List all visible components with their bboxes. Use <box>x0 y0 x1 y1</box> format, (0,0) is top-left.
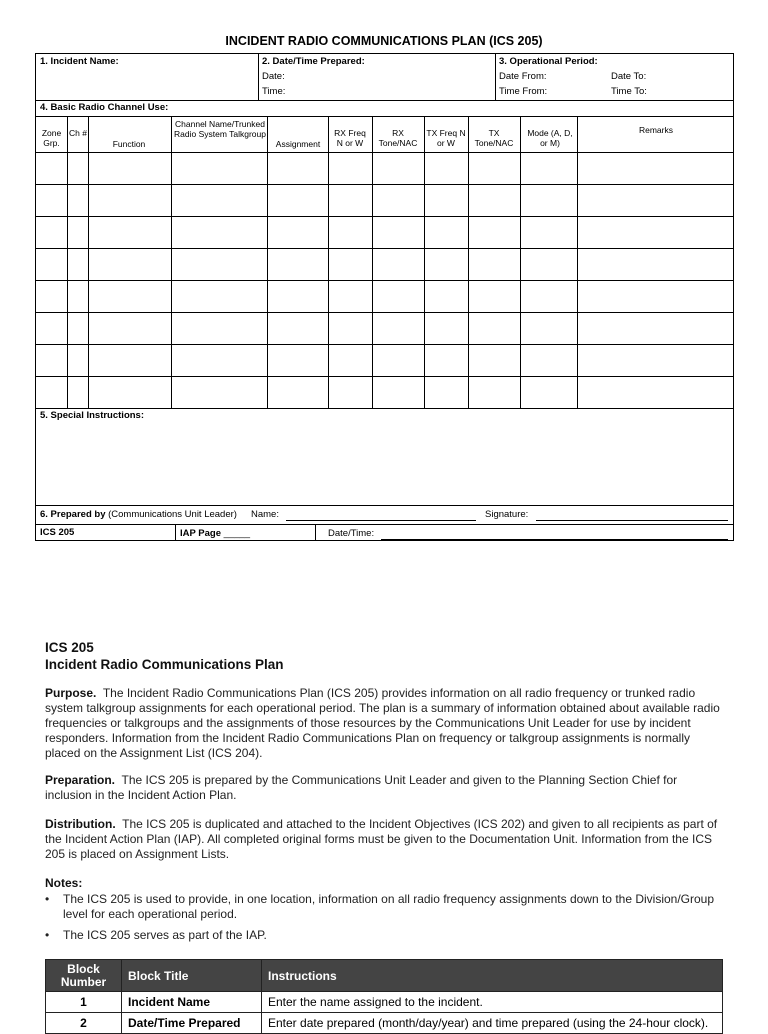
channel-cell[interactable] <box>172 217 267 248</box>
header-instructions: Instructions <box>262 960 723 992</box>
channel-cell[interactable] <box>469 153 520 184</box>
channel-cell[interactable] <box>373 249 424 280</box>
channel-cell[interactable] <box>578 377 733 408</box>
channel-cell[interactable] <box>425 281 468 312</box>
channel-cell[interactable] <box>373 185 424 216</box>
distribution-paragraph: Distribution. The ICS 205 is duplicated and attached to the Incident Objectives (ICS 202) and given to all recipients as part of the Incident Action Plan (IAP). All completed original forms must be given to the Documentation Unit. Information from the ICS 205 is placed on Assignment Lists. <box>45 817 718 861</box>
channel-cell[interactable] <box>329 217 372 248</box>
channel-cell[interactable] <box>373 313 424 344</box>
special-instructions-label: 5. Special Instructions: <box>40 410 144 421</box>
block-title: Incident Name <box>122 992 262 1013</box>
channel-cell[interactable] <box>521 345 577 376</box>
channel-cell[interactable] <box>268 281 328 312</box>
col-mode: Mode (A, D, or M) <box>527 128 573 148</box>
grid-row-divider <box>36 408 733 409</box>
channel-cell[interactable] <box>578 345 733 376</box>
col-rx-tone: RX Tone/NAC <box>378 128 418 148</box>
channel-cell[interactable] <box>37 313 67 344</box>
channel-cell[interactable] <box>578 153 733 184</box>
channel-cell[interactable] <box>329 377 372 408</box>
channel-cell[interactable] <box>425 153 468 184</box>
channel-cell[interactable] <box>172 185 267 216</box>
channel-cell[interactable] <box>578 217 733 248</box>
channel-cell[interactable] <box>425 313 468 344</box>
channel-cell[interactable] <box>89 313 171 344</box>
channel-cell[interactable] <box>37 217 67 248</box>
channel-cell[interactable] <box>521 313 577 344</box>
channel-cell[interactable] <box>89 281 171 312</box>
channel-cell[interactable] <box>268 217 328 248</box>
channel-cell[interactable] <box>521 249 577 280</box>
channel-cell[interactable] <box>469 249 520 280</box>
channel-cell[interactable] <box>329 153 372 184</box>
footer-date-time-label: Date/Time: <box>328 528 375 539</box>
channel-cell[interactable] <box>37 377 67 408</box>
date-label: Date: <box>262 71 285 82</box>
prepared-name-label: Name: <box>251 509 279 520</box>
channel-cell[interactable] <box>469 313 520 344</box>
channel-cell[interactable] <box>469 377 520 408</box>
col-function: Function <box>112 139 146 149</box>
channel-cell[interactable] <box>578 249 733 280</box>
channel-cell[interactable] <box>373 217 424 248</box>
header-block-number: Block Number <box>46 960 122 992</box>
channel-cell[interactable] <box>89 185 171 216</box>
block-title: Date/Time Prepared <box>122 1013 262 1034</box>
channel-cell[interactable] <box>329 281 372 312</box>
channel-cell[interactable] <box>37 249 67 280</box>
block-instructions: Enter the name assigned to the incident. <box>262 992 723 1013</box>
date-to-label: Date To: <box>611 71 647 82</box>
channel-cell[interactable] <box>469 281 520 312</box>
date-from-label: Date From: <box>499 71 547 82</box>
channel-cell[interactable] <box>268 153 328 184</box>
channel-cell[interactable] <box>329 185 372 216</box>
channel-cell[interactable] <box>469 345 520 376</box>
channel-cell[interactable] <box>268 185 328 216</box>
channel-cell[interactable] <box>425 185 468 216</box>
channel-cell[interactable] <box>521 153 577 184</box>
block-instructions: Enter date prepared (month/day/year) and time prepared (using the 24-hour clock). <box>262 1013 723 1034</box>
prepared-by-label: 6. Prepared by (Communications Unit Leader) <box>40 509 237 520</box>
time-to-label: Time To: <box>611 86 647 97</box>
channel-cell[interactable] <box>172 377 267 408</box>
channel-cell[interactable] <box>68 313 88 344</box>
channel-cell[interactable] <box>172 281 267 312</box>
instructions-form-title: Incident Radio Communications Plan <box>45 657 284 672</box>
channel-cell[interactable] <box>373 281 424 312</box>
channel-cell[interactable] <box>37 153 67 184</box>
footer-date-time-line[interactable] <box>381 539 728 540</box>
channel-cell[interactable] <box>172 345 267 376</box>
channel-cell[interactable] <box>68 377 88 408</box>
channel-cell[interactable] <box>89 345 171 376</box>
channel-cell[interactable] <box>172 313 267 344</box>
signature-line[interactable] <box>536 520 728 521</box>
channel-cell[interactable] <box>268 313 328 344</box>
channel-cell[interactable] <box>268 249 328 280</box>
purpose-paragraph: Purpose. The Incident Radio Communications Plan (ICS 205) provides information on all radio frequency or trunked radio system talkgroup assignments for each operational period. The plan is a summary of information obtained about available radio frequencies or talkgroups and the assignments of those resources by the Communications Unit Leader for use by incident responders. Information from the Incident Radio Communications Plan on frequency or talkgroup assignments is normally placed on the Assignment List (ICS 204). <box>45 686 720 760</box>
channel-cell[interactable] <box>37 185 67 216</box>
channel-cell[interactable] <box>373 345 424 376</box>
notes-list <box>45 892 725 943</box>
channel-cell[interactable] <box>425 217 468 248</box>
col-ch-number: Ch # <box>69 128 87 138</box>
channel-cell[interactable] <box>521 281 577 312</box>
basic-radio-channel-use-label: 4. Basic Radio Channel Use: <box>40 102 169 113</box>
channel-cell[interactable] <box>37 281 67 312</box>
channel-cell[interactable] <box>329 345 372 376</box>
channel-cell[interactable] <box>89 377 171 408</box>
channel-cell[interactable] <box>68 281 88 312</box>
channel-cell[interactable] <box>425 377 468 408</box>
channel-cell[interactable] <box>425 249 468 280</box>
channel-cell[interactable] <box>68 249 88 280</box>
table-row <box>46 1013 723 1034</box>
note-item: • The ICS 205 is used to provide, in one location, information on all radio frequency assignments down to the Division/Group level for each operational period. <box>45 892 715 921</box>
time-from-label: Time From: <box>499 86 548 97</box>
instructions-heading <box>45 639 284 673</box>
channel-cell[interactable] <box>425 345 468 376</box>
instructions-form-number: ICS 205 <box>45 640 94 655</box>
channel-cell[interactable] <box>578 313 733 344</box>
col-assignment: Assignment <box>275 139 321 149</box>
col-remarks: Remarks <box>638 125 673 135</box>
time-label: Time: <box>262 86 286 97</box>
channel-cell[interactable] <box>329 313 372 344</box>
col-rx-freq: RX Freq N or W <box>334 128 366 148</box>
date-time-prepared-label: 2. Date/Time Prepared: <box>262 56 365 67</box>
prepared-name-line[interactable] <box>286 520 476 521</box>
channel-cell[interactable] <box>89 217 171 248</box>
col-tx-freq: TX Freq N or W <box>426 128 466 148</box>
channel-cell[interactable] <box>89 153 171 184</box>
channel-cell[interactable] <box>521 217 577 248</box>
notes-label: Notes: <box>45 876 83 890</box>
channel-cell[interactable] <box>68 153 88 184</box>
channel-cell[interactable] <box>37 345 67 376</box>
channel-cell[interactable] <box>89 249 171 280</box>
incident-name-label: 1. Incident Name: <box>40 56 119 67</box>
footer-iap-page: IAP Page _____ <box>180 528 251 539</box>
col-zone-grp: Zone Grp. <box>41 128 62 148</box>
preparation-paragraph: Preparation. The ICS 205 is prepared by the Communications Unit Leader and given to the Planning Section Chief for inclusion in the Incident Action Plan. <box>45 773 678 802</box>
channel-cell[interactable] <box>469 185 520 216</box>
channel-cell[interactable] <box>172 153 267 184</box>
channel-cell[interactable] <box>268 345 328 376</box>
block-number: 2 <box>46 1013 122 1034</box>
ics205-form <box>35 53 734 541</box>
operational-period-label: 3. Operational Period: <box>499 56 598 67</box>
channel-cell[interactable] <box>469 217 520 248</box>
channel-cell[interactable] <box>373 377 424 408</box>
channel-cell[interactable] <box>68 185 88 216</box>
channel-cell[interactable] <box>521 185 577 216</box>
channel-cell[interactable] <box>373 153 424 184</box>
channel-cell[interactable] <box>172 249 267 280</box>
note-item: • The ICS 205 serves as part of the IAP. <box>45 928 267 942</box>
footer-ics-205: ICS 205 <box>40 527 75 538</box>
form-title: INCIDENT RADIO COMMUNICATIONS PLAN (ICS 205) <box>225 34 543 48</box>
block-instructions-table <box>45 959 723 1034</box>
channel-cell[interactable] <box>578 185 733 216</box>
col-channel-name: Channel Name/Trunked Radio System Talkgroup <box>174 119 266 139</box>
channel-cell[interactable] <box>268 377 328 408</box>
col-tx-tone: TX Tone/NAC <box>474 128 514 148</box>
channel-cell[interactable] <box>578 281 733 312</box>
channel-cell[interactable] <box>68 217 88 248</box>
channel-cell[interactable] <box>521 377 577 408</box>
header-block-title: Block Title <box>122 960 262 992</box>
table-row <box>46 992 723 1013</box>
channel-cell[interactable] <box>68 345 88 376</box>
block-number: 1 <box>46 992 122 1013</box>
signature-label: Signature: <box>485 509 529 520</box>
channel-cell[interactable] <box>329 249 372 280</box>
